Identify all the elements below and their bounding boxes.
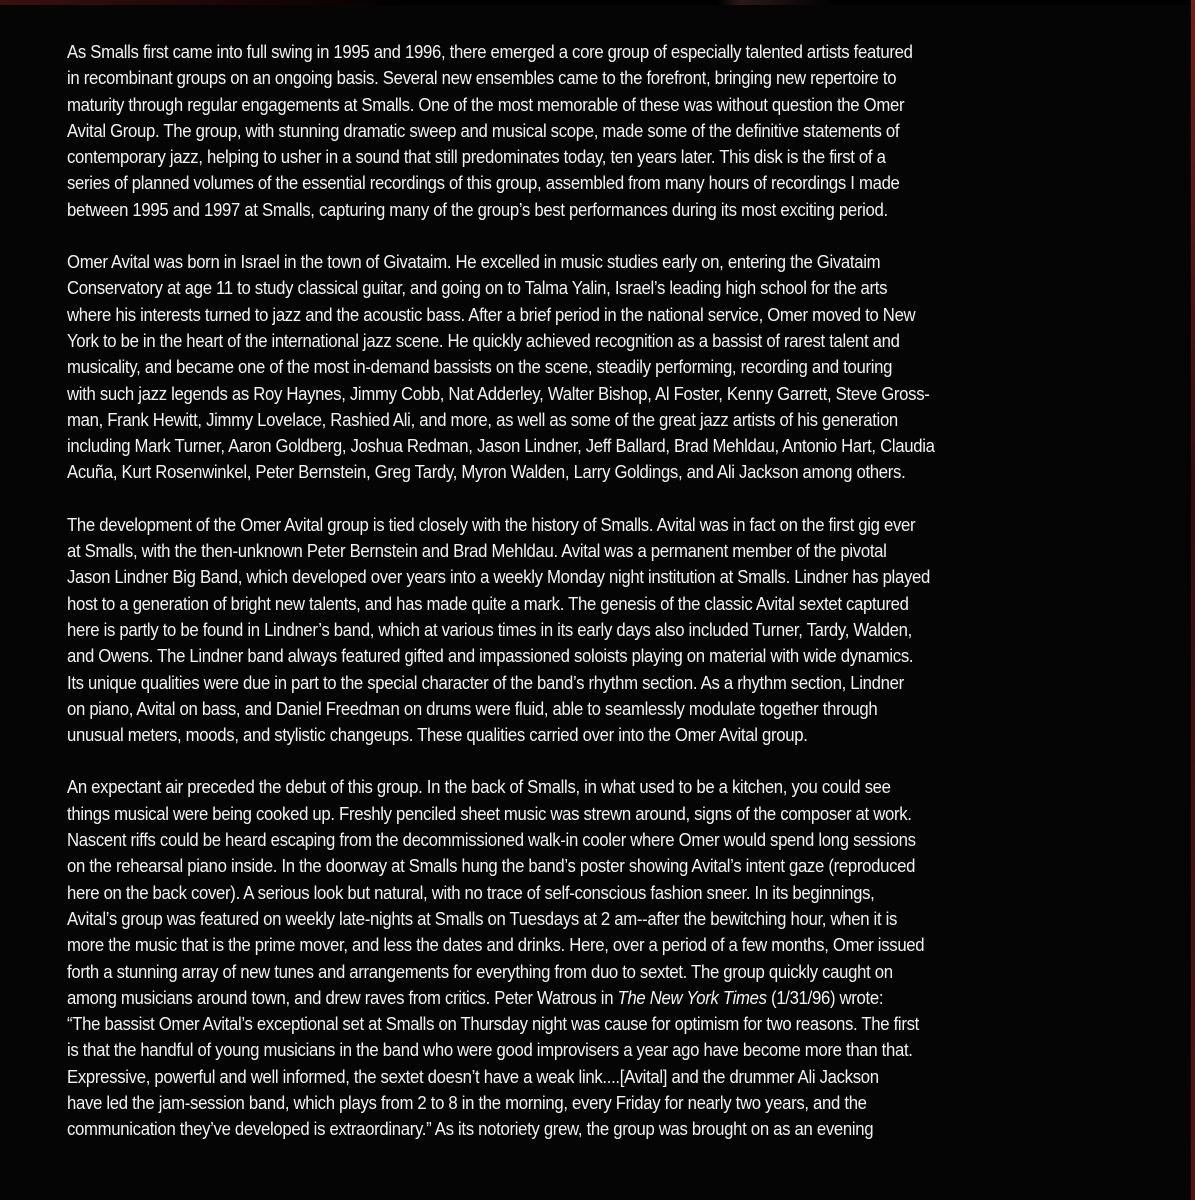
- text-line: more the music that is the prime mover, and less the dates and drinks. Here, over a period of a few months, Omer issued: [67, 934, 925, 956]
- text-line: Its unique qualities were due in part to the special character of the band’s rhythm section. As a rhythm section, Lindner: [67, 671, 904, 693]
- paragraph-avital-biography: [67, 249, 1147, 486]
- text-line: York to be in the heart of the international jazz scene. He quickly achieved recognition as a bassist of rarest talent and: [67, 329, 900, 351]
- text-line: things musical were being cooked up. Freshly penciled sheet music was strewn around, signs of the composer at work.: [67, 802, 912, 824]
- text-line: where his interests turned to jazz and the acoustic bass. After a brief period in the national service, Omer moved to New: [67, 303, 916, 325]
- text-line: Omer Avital was born in Israel in the town of Givataim. He excelled in music studies early on, entering the Givataim: [67, 251, 881, 273]
- text-line: here on the back cover). A serious look but natural, with no trace of self-conscious fashion sneer. In its beginnings,: [67, 881, 875, 903]
- paragraph-group-debut: [67, 774, 1147, 1142]
- quote-line: “The bassist Omer Avital’s exceptional set at Smalls on Thursday night was cause for optimism for two reasons. The first: [67, 1013, 919, 1035]
- text-line: forth a stunning array of new tunes and arrangements for everything from duo to sextet. The group quickly caught on: [67, 960, 893, 982]
- critics-text-after: (1/31/96) wrote:: [766, 986, 884, 1008]
- text-line: Acuña, Kurt Rosenwinkel, Peter Bernstein, Greg Tardy, Myron Walden, Larry Goldings, and Ali Jackson among others.: [67, 461, 906, 483]
- quote-line: Expressive, powerful and well informed, the sextet doesn’t have a weak link....[Avital] and the drummer Ali Jackson: [67, 1065, 879, 1087]
- text-line: on the rehearsal piano inside. In the doorway at Smalls hung the band’s poster showing Avital’s intent gaze (reproduced: [67, 855, 916, 877]
- critics-text-line: [67, 985, 1039, 1011]
- text-line: Conservatory at age 11 to study classical guitar, and going on to Talma Yalin, Israel’s leading high school for the arts: [67, 277, 888, 299]
- text-line: The development of the Omer Avital group is tied closely with the history of Smalls. Avital was in fact on the first gig ever: [67, 513, 916, 535]
- text-line: including Mark Turner, Aaron Goldberg, Joshua Redman, Jason Lindner, Jeff Ballard, Brad Mehldau, Antonio Hart, Claudia: [67, 435, 935, 457]
- text-line: contemporary jazz, helping to usher in a sound that still predominates today, ten years later. This disk is the first of a: [67, 146, 886, 168]
- text-line: As Smalls first came into full swing in 1995 and 1996, there emerged a core group of especially talented artists featured: [67, 41, 913, 62]
- text-line: Avital’s group was featured on weekly late-nights at Smalls on Tuesdays at 2 am--after the bewitching hour, when it is: [67, 907, 898, 929]
- paragraph-smalls-history: [67, 39, 1147, 223]
- text-line: at Smalls, with the then-unknown Peter Bernstein and Brad Mehldau. Avital was a permanent member of the pivotal: [67, 540, 887, 562]
- critics-text-before: among musicians around town, and drew raves from critics. Peter Watrous in: [67, 986, 618, 1008]
- text-line: series of planned volumes of the essential recordings of this group, assembled from many hours of recordings I made: [67, 172, 900, 194]
- text-line: An expectant air preceded the debut of this group. In the back of Smalls, in what used to be a kitchen, you could see: [67, 776, 891, 798]
- text-line: musicality, and became one of the most in-demand bassists on the scene, steadily performing, recording and touring: [67, 356, 893, 378]
- right-edge-border: [1191, 0, 1195, 1200]
- text-line: unusual meters, moods, and stylistic changeups. These qualities carried over into the Omer Avital group.: [67, 724, 808, 746]
- text-line: maturity through regular engagements at Smalls. One of the most memorable of these was without question the Omer: [67, 93, 905, 115]
- text-line: here is partly to be found in Lindner’s band, which at various times in its early days also included Turner, Tardy, Walden,: [67, 618, 912, 640]
- top-edge-border: [0, 0, 1195, 5]
- text-line: Jason Lindner Big Band, which developed over years into a weekly Monday night institution at Smalls. Lindner has played: [67, 566, 930, 588]
- text-line: in recombinant groups on an ongoing basis. Several new ensembles came to the forefront, bringing new repertoire to: [67, 67, 897, 89]
- newspaper-title: The New York Times: [617, 986, 767, 1008]
- text-line: and Owens. The Lindner band always featured gifted and impassioned soloists playing on material with wide dynamics.: [67, 645, 914, 667]
- quote-line: have led the jam-session band, which plays from 2 to 8 in the morning, every Friday for nearly two years, and the: [67, 1091, 867, 1113]
- text-line: with such jazz legends as Roy Haynes, Jimmy Cobb, Nat Adderley, Walter Bishop, Al Foster, Kenny Garrett, Steve Gross-: [67, 382, 930, 404]
- quote-line: is that the handful of young musicians in the band who were good improvisers a year ago have become more than that.: [67, 1039, 913, 1061]
- liner-notes-text: [67, 39, 1147, 1169]
- text-line: host to a generation of bright new talents, and has made quite a mark. The genesis of the classic Avital sextet captured: [67, 592, 909, 614]
- text-line: between 1995 and 1997 at Smalls, capturing many of the group’s best performances during its most exciting period.: [67, 198, 888, 220]
- text-line: Avital Group. The group, with stunning dramatic sweep and musical scope, made some of the definitive statements of: [67, 119, 900, 141]
- text-line: man, Frank Hewitt, Jimmy Lovelace, Rashied Ali, and more, as well as some of the great jazz artists of his generation: [67, 408, 898, 430]
- text-line: Nascent riffs could be heard escaping from the decommissioned walk-in cooler where Omer would spend long sessions: [67, 829, 916, 851]
- text-line: on piano, Avital on bass, and Daniel Freedman on drums were fluid, able to seamlessly modulate together through: [67, 697, 878, 719]
- quote-line: communication they’ve developed is extraordinary.” As its notoriety grew, the group was brought on as an evening: [67, 1118, 874, 1140]
- paragraph-group-development: [67, 512, 1147, 749]
